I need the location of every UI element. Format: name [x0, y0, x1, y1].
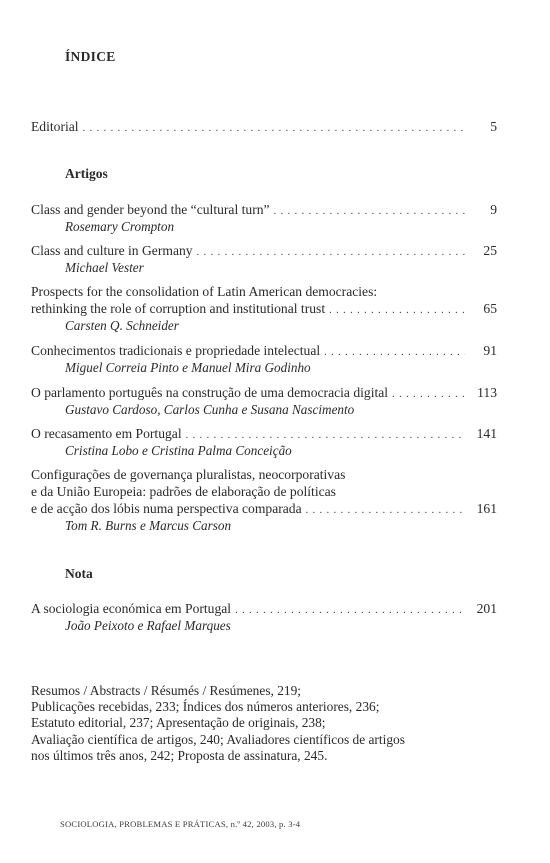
toc-entry[interactable]: [31, 201, 497, 235]
entry-page: 141: [476, 426, 497, 441]
entry-page: 5: [490, 119, 497, 134]
section-heading-nota: Nota: [65, 566, 93, 581]
entry-authors: João Peixoto e Rafael Marques: [65, 618, 231, 633]
section-heading-artigos: Artigos: [65, 166, 108, 181]
entry-title: A sociologia económica em Portugal: [31, 601, 232, 616]
misc-line: nos últimos três anos, 242; Proposta de assinatura, 245.: [31, 747, 328, 763]
toc-entry[interactable]: [31, 283, 497, 334]
entry-page: 91: [483, 343, 497, 358]
toc-entry[interactable]: [31, 466, 497, 534]
entry-page: 65: [483, 301, 497, 316]
entry-title: rethinking the role of corruption and institutional trust: [31, 301, 326, 316]
toc-entry[interactable]: [31, 242, 497, 276]
entry-page: 201: [476, 601, 497, 616]
entry-title: Conhecimentos tradicionais e propriedade intelectual: [31, 343, 321, 358]
entry-title: Class and culture in Germany: [31, 243, 193, 258]
entry-page: 113: [477, 385, 497, 400]
entry-title-line: Configurações de governança pluralistas, neocorporativas: [31, 467, 346, 482]
entry-authors: Michael Vester: [65, 260, 144, 275]
toc-entry-editorial[interactable]: [31, 118, 497, 135]
entry-page: 161: [476, 501, 497, 516]
entry-authors: Miguel Correia Pinto e Manuel Mira Godinho: [65, 360, 311, 375]
entry-authors: Tom R. Burns e Marcus Carson: [65, 518, 232, 533]
entry-title: Editorial: [31, 119, 79, 134]
toc-entry-nota[interactable]: [31, 600, 497, 634]
entry-page: 9: [490, 202, 497, 217]
misc-line: Publicações recebidas, 233; Índices dos números anteriores, 236;: [31, 699, 380, 715]
entry-authors: Carsten Q. Schneider: [65, 318, 179, 333]
misc-line: Estatuto editorial, 237; Apresentação de originais, 238;: [31, 715, 326, 731]
toc-entry[interactable]: [31, 342, 497, 376]
misc-line: Resumos / Abstracts / Résumés / Resúmenes, 219;: [31, 683, 302, 698]
entry-title: O recasamento em Portugal: [31, 426, 182, 441]
entry-title-line: Prospects for the consolidation of Latin American democracies:: [31, 284, 378, 299]
entry-title: Class and gender beyond the “cultural turn”: [31, 202, 270, 217]
dot-leader: [83, 120, 465, 137]
entry-title-line: e da União Europeia: padrões de elaboração de políticas: [31, 484, 336, 499]
entry-authors: Gustavo Cardoso, Carlos Cunha e Susana Nascimento: [65, 402, 355, 417]
entry-authors: Rosemary Crompton: [65, 219, 175, 234]
entry-title: e de acção dos lóbis numa perspectiva comparada: [31, 501, 302, 516]
misc-listing: [31, 683, 471, 764]
toc-entry[interactable]: [31, 425, 497, 459]
entry-authors: Cristina Lobo e Cristina Palma Conceição: [65, 443, 292, 458]
page-footer: SOCIOLOGIA, PROBLEMAS E PRÁTICAS, n.º 42, 2003, p. 3-4: [60, 819, 301, 829]
index-heading: ÍNDICE: [65, 49, 116, 64]
misc-line: Avaliação científica de artigos, 240; Avaliadores científicos de artigos: [31, 731, 405, 747]
entry-page: 25: [483, 243, 497, 258]
toc-entry[interactable]: [31, 384, 497, 418]
entry-title: O parlamento português na construção de uma democracia digital: [31, 385, 389, 400]
